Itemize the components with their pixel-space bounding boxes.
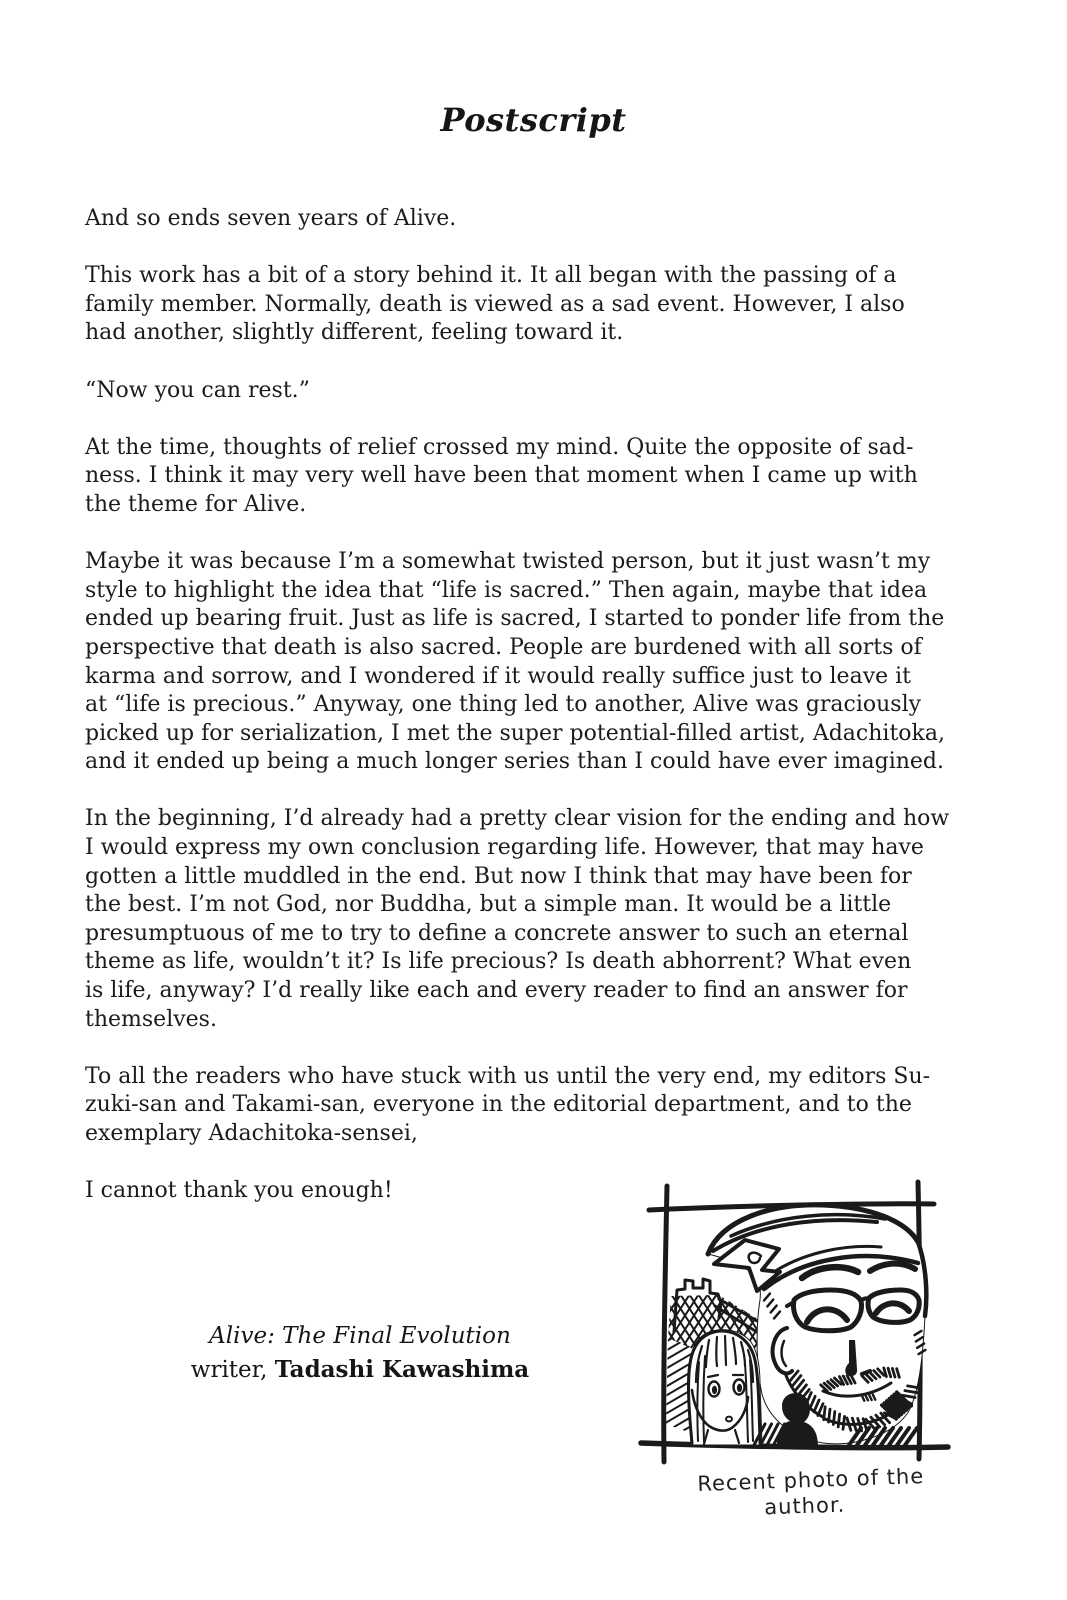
- paragraph-line: style to highlight the idea that “life is sacred.” Then again, maybe that idea: [85, 577, 928, 603]
- paragraph-line: picked up for serialization, I met the super potential-filled artist, Adachitoka,: [85, 720, 945, 746]
- paragraph: [85, 805, 980, 1034]
- paragraph-line: In the beginning, I’d already had a pretty clear vision for the ending and how: [85, 806, 950, 832]
- paragraph-line: family member. Normally, death is viewed as a sad event. However, I also: [85, 291, 905, 317]
- work-title: Alive: The Final Evolution: [209, 1323, 511, 1349]
- paragraph-line: theme as life, wouldn’t it? Is life precious? Is death abhorrent? What even: [85, 949, 912, 975]
- paragraph-line: the theme for Alive.: [85, 491, 307, 517]
- paragraph-line: karma and sorrow, and I wondered if it would really suffice just to leave it: [85, 663, 912, 689]
- paragraph-line: To all the readers who have stuck with us until the very end, my editors Su-: [85, 1063, 931, 1089]
- illustration-caption-line: author.: [763, 1492, 846, 1520]
- paragraph-line: perspective that death is also sacred. People are burdened with all sorts of: [85, 634, 922, 660]
- paragraph-line: ended up bearing fruit. Just as life is sacred, I started to ponder life from the: [85, 606, 945, 632]
- paragraph-line: This work has a bit of a story behind it. It all began with the passing of a: [85, 263, 897, 289]
- paragraph: [85, 434, 980, 520]
- paragraph-line: themselves.: [85, 1006, 217, 1032]
- paragraph-line: I cannot thank you enough!: [85, 1178, 393, 1204]
- byline-prefix: writer,: [190, 1357, 275, 1383]
- byline: [170, 1353, 550, 1387]
- paragraph-line: And so ends seven years of Alive.: [85, 206, 457, 231]
- paragraph-line: the best. I’m not God, nor Buddha, but a simple man. It would be a little: [85, 892, 892, 918]
- paragraph-line: Maybe it was because I’m a somewhat twisted person, but it just wasn’t my: [85, 549, 931, 575]
- paragraph: [85, 548, 980, 777]
- author-photo-illustration: [600, 1140, 980, 1550]
- credit-block: [170, 1320, 550, 1387]
- paragraph-line: I would express my own conclusion regarding life. However, that may have: [85, 835, 924, 861]
- paragraph-line: At the time, thoughts of relief crossed my mind. Quite the opposite of sad-: [85, 434, 914, 460]
- paragraph-line: at “life is precious.” Anyway, one thing led to another, Alive was graciously: [85, 692, 922, 718]
- paragraph: [85, 205, 980, 234]
- paragraph-line: ness. I think it may very well have been that moment when I came up with: [85, 463, 918, 489]
- paragraph-line: and it ended up being a much longer series than I could have ever imagined.: [85, 749, 944, 775]
- paragraph-line: zuki-san and Takami-san, everyone in the editorial department, and to the: [85, 1092, 912, 1118]
- paragraph-line: is life, anyway? I’d really like each and every reader to find an answer for: [85, 978, 908, 1004]
- page-title: Postscript: [440, 101, 627, 139]
- paragraph: [85, 262, 980, 348]
- paragraph-line: gotten a little muddled in the end. But now I think that may have been for: [85, 863, 912, 889]
- paragraph-line: exemplary Adachitoka-sensei,: [85, 1121, 418, 1146]
- illustration-caption-line: Recent photo of the: [696, 1464, 925, 1496]
- postscript-text: [85, 205, 980, 1206]
- paragraph: [85, 1063, 980, 1149]
- paragraph-line: “Now you can rest.”: [85, 377, 310, 403]
- paragraph-line: had another, slightly different, feeling toward it.: [85, 320, 624, 346]
- author-name: Tadashi Kawashima: [274, 1356, 530, 1383]
- paragraph-line: presumptuous of me to try to define a concrete answer to such an eternal: [85, 920, 909, 946]
- paragraph: [85, 377, 980, 406]
